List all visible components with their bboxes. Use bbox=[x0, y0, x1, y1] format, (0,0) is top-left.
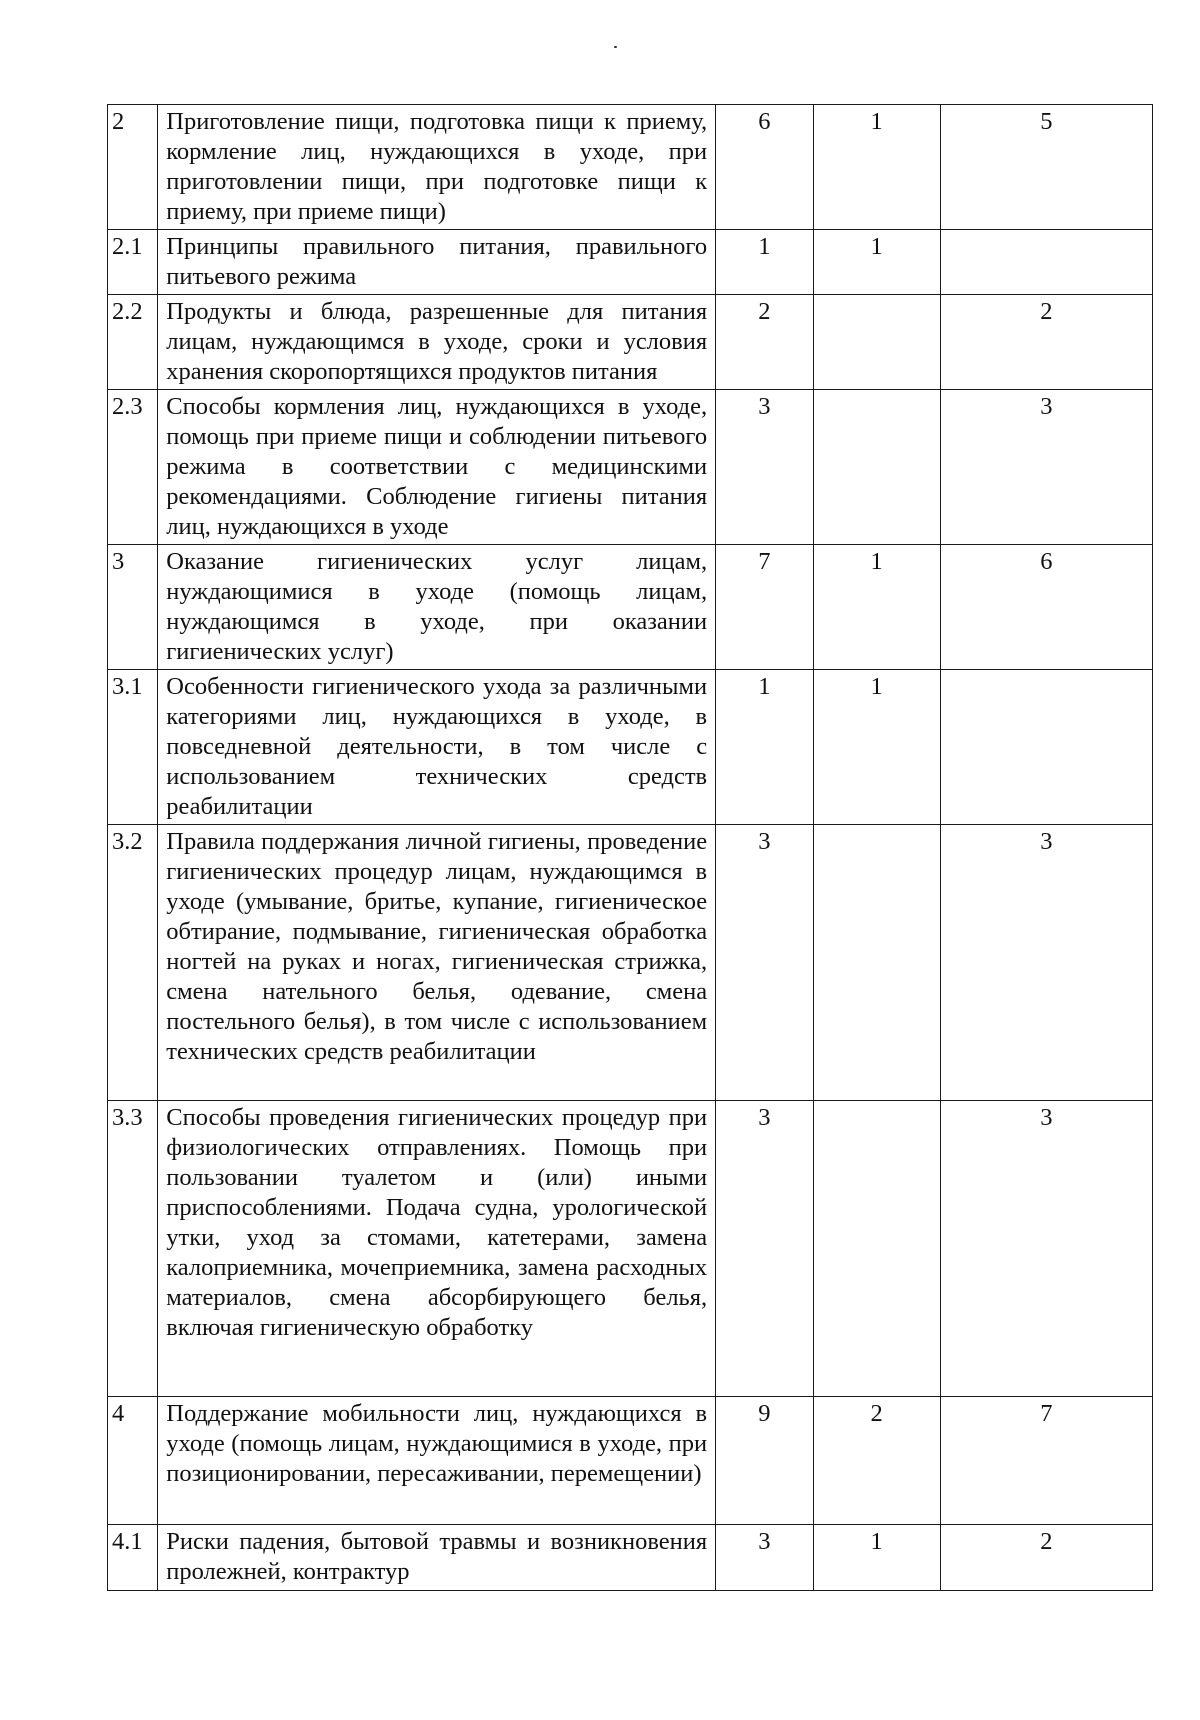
table-row bbox=[108, 390, 1153, 545]
hours-theory: 1 bbox=[813, 105, 940, 230]
hours-total: 1 bbox=[716, 670, 813, 825]
table-row bbox=[108, 1397, 1153, 1525]
hours-total: 3 bbox=[716, 825, 813, 1101]
topic-cell: Правила поддержания личной гигиены, проведение гигиенических процедур лицам, нуждающимся в уходе (умывание, бритье, купание, гигиеническое обтирание, подмывание, гигиеническая обработка ногтей на руках и ногах, гигиеническая стрижка, смена нательного белья, одевание, смена постельного белья), в том числе с использованием технических средств реабилитации bbox=[158, 825, 716, 1101]
table-row bbox=[108, 1101, 1153, 1397]
topic-cell: Особенности гигиенического ухода за различными категориями лиц, нуждающихся в уходе, в повседневной деятельности, в том числе с использованием технических средств реабилитации bbox=[158, 670, 716, 825]
row-number: 2.2 bbox=[108, 295, 158, 390]
topic-cell: Способы проведения гигиенических процедур при физиологических отправлениях. Помощь при пользовании туалетом и (или) иными приспособлениями. Подача судна, урологической утки, уход за стомами, катетерами, замена калоприемника, мочеприемника, замена расходных материалов, смена абсорбирующего белья, включая гигиеническую обработку bbox=[158, 1101, 716, 1397]
table-row bbox=[108, 545, 1153, 670]
scan-speck bbox=[614, 46, 617, 48]
hours-practice bbox=[940, 670, 1152, 825]
topic-cell: Продукты и блюда, разрешенные для питания лицам, нуждающимся в уходе, сроки и условия хранения скоропортящихся продуктов питания bbox=[158, 295, 716, 390]
curriculum-table bbox=[107, 104, 1153, 1591]
hours-theory bbox=[813, 295, 940, 390]
topic-cell: Способы кормления лиц, нуждающихся в уходе, помощь при приеме пищи и соблюдении питьевого режима в соответствии с медицинскими рекомендациями. Соблюдение гигиены питания лиц, нуждающихся в уходе bbox=[158, 390, 716, 545]
hours-total: 9 bbox=[716, 1397, 813, 1525]
hours-theory bbox=[813, 825, 940, 1101]
topic-cell: Поддержание мобильности лиц, нуждающихся в уходе (помощь лицам, нуждающимися в уходе, при позиционировании, пересаживании, перемещении) bbox=[158, 1397, 716, 1525]
hours-practice: 2 bbox=[940, 295, 1152, 390]
hours-theory bbox=[813, 1101, 940, 1397]
hours-total: 3 bbox=[716, 390, 813, 545]
topic-cell: Оказание гигиенических услуг лицам, нуждающимися в уходе (помощь лицам, нуждающимся в уходе, при оказании гигиенических услуг) bbox=[158, 545, 716, 670]
hours-theory: 1 bbox=[813, 545, 940, 670]
hours-total: 3 bbox=[716, 1525, 813, 1591]
table-row bbox=[108, 230, 1153, 295]
table-row bbox=[108, 825, 1153, 1101]
hours-practice: 7 bbox=[940, 1397, 1152, 1525]
table-row bbox=[108, 295, 1153, 390]
table-row bbox=[108, 105, 1153, 230]
topic-cell: Риски падения, бытовой травмы и возникновения пролежней, контрактур bbox=[158, 1525, 716, 1591]
topic-cell: Принципы правильного питания, правильного питьевого режима bbox=[158, 230, 716, 295]
table-row bbox=[108, 1525, 1153, 1591]
hours-theory: 1 bbox=[813, 230, 940, 295]
row-number: 2 bbox=[108, 105, 158, 230]
curriculum-table-body bbox=[108, 105, 1153, 1591]
hours-theory: 2 bbox=[813, 1397, 940, 1525]
hours-total: 1 bbox=[716, 230, 813, 295]
hours-practice: 5 bbox=[940, 105, 1152, 230]
row-number: 3.1 bbox=[108, 670, 158, 825]
hours-practice bbox=[940, 230, 1152, 295]
row-number: 4 bbox=[108, 1397, 158, 1525]
hours-practice: 3 bbox=[940, 1101, 1152, 1397]
row-number: 3.3 bbox=[108, 1101, 158, 1397]
hours-total: 7 bbox=[716, 545, 813, 670]
hours-theory: 1 bbox=[813, 1525, 940, 1591]
row-number: 2.1 bbox=[108, 230, 158, 295]
hours-total: 3 bbox=[716, 1101, 813, 1397]
hours-practice: 3 bbox=[940, 825, 1152, 1101]
hours-practice: 2 bbox=[940, 1525, 1152, 1591]
hours-practice: 3 bbox=[940, 390, 1152, 545]
hours-theory: 1 bbox=[813, 670, 940, 825]
hours-total: 6 bbox=[716, 105, 813, 230]
row-number: 2.3 bbox=[108, 390, 158, 545]
row-number: 4.1 bbox=[108, 1525, 158, 1591]
row-number: 3 bbox=[108, 545, 158, 670]
table-row bbox=[108, 670, 1153, 825]
hours-practice: 6 bbox=[940, 545, 1152, 670]
topic-cell: Приготовление пищи, подготовка пищи к приему, кормление лиц, нуждающихся в уходе, при приготовлении пищи, при подготовке пищи к приему, при приеме пищи) bbox=[158, 105, 716, 230]
hours-total: 2 bbox=[716, 295, 813, 390]
row-number: 3.2 bbox=[108, 825, 158, 1101]
hours-theory bbox=[813, 390, 940, 545]
